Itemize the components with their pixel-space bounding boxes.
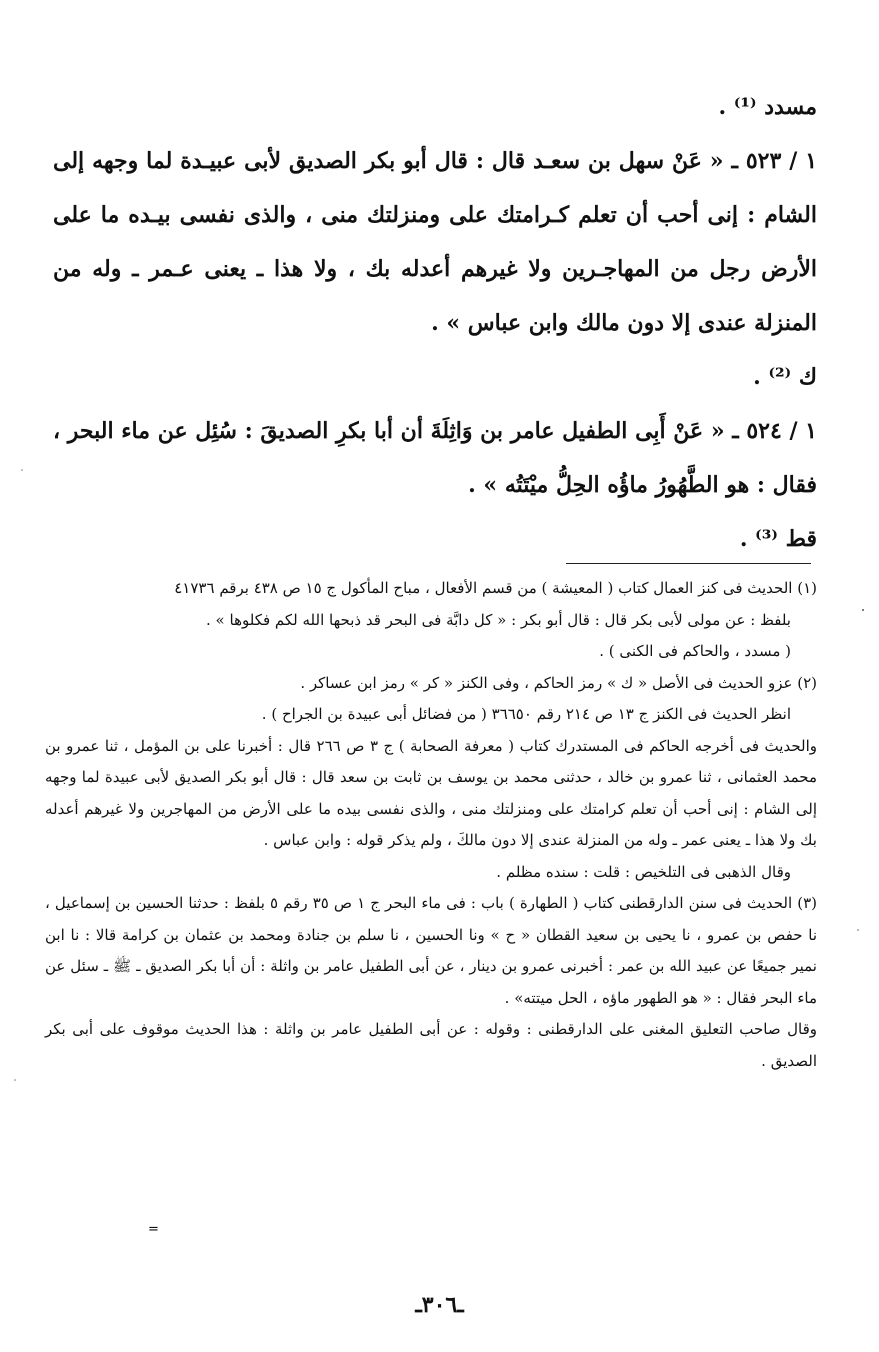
footnote-2: (٢) عزو الحديث فى الأصل « ك » رمز الحاكم ، وفى الكنز « كر » رمز ابن عساكر . — [300, 673, 817, 692]
hadith-523: ١ / ٥٢٣ ـ « عَنْ سهل بن سعـد قال : قال أبو بكر الصديق لأبى عبيـدة لما وجهه إلى الشام : إنى أحب أن تعلم كـرامتك على ومنزلتك منى ، والذى نفسى بيـده ما على الأرض رجل من المهاجـرين ولا غيرهم أعدله بك ، ولا هذا ـ يعنى عـمر ـ وله من المنزلة عندى إلا دون مالك وابن عباس » . — [53, 148, 818, 336]
footnote-2-mustadrak: والحديث فى أخرجه الحاكم فى المستدرك كتاب ( معرفة الصحابة ) ج ٣ ص ٢٦٦ قال : أخبرنا على بن المؤمل ، ثنا عمرو بن محمد العثمانى ، ثنا عمرو بن خالد ، حدثنى محمد بن يوسف بن ثابت بن سعد قال : قال أبو بكر الصديق لأبى عبيدة لما وجهه إلى الشام : إنى أحب أن تعلم كرامتك على ومنزلتك منى ، والذى نفسى بيده ما على الأرض من المهاجرين ولا غيرهم أعدله بك ولا هذا ـ يعنى عمر ـ وله من المنزلة عندى إلا دون مالكَ ، ولم يذكر قوله : وابن عباس . — [45, 736, 818, 849]
footnote-3-commentary: وقال صاحب التعليق المغنى على الدارقطنى : وقوله : عن أبى الطفيل عامر بن واثلة : هذا الحديث موقوف على أبى بكر الصديق . — [45, 1020, 817, 1070]
footnote-1: (١) الحديث فى كنز العمال كتاب ( المعيشة ) من قسم الأفعال ، مباح المأكول ج ١٥ ص ٤٣٨ برقم ٤١٧٣٦ — [174, 579, 817, 597]
source-reference-524: قط ⁽³⁾ . — [739, 526, 817, 552]
footnotes — [45, 573, 817, 1077]
source-reference-523: ك ⁽²⁾ . — [753, 364, 817, 390]
footnote-2-kanz: انظر الحديث فى الكنز ج ١٣ ص ٢١٤ رقم ٣٦٦٥٠ ( من فضائل أبى عبيدة بن الجراح ) . — [261, 705, 791, 723]
footnote-separator — [566, 563, 811, 564]
footnote-1-text: بلفظ : عن مولى لأبى بكر قال : قال أبو بكر : « كل دابَّة فى البحر قد ذبحها الله لكم فكلوها » . — [206, 610, 791, 629]
footnote-3: (٣) الحديث فى سنن الدارقطنى كتاب ( الطهارة ) باب : فى ماء البحر ج ١ ص ٣٥ رقم ٥ بلفظ : حدثنا الحسين بن إسماعيل ، نا حفص بن عمرو ، نا يحيى بن سعيد القطان « ح » ونا الحسين ، نا سلم بن جنادة ومحمد بن عثمان بن كرامة قالا : نا ابن نمير جميعًا عن عبيد الله بن عمر : أخبرنى عمرو بن دينار ، عن أبى الطفيل عامر بن واثلة : أن أبا بكر الصديق ـ ﷺ ـ سئل عن ماء البحر فقال : « هو الطهور ماؤه ، الحل ميتته» . — [45, 894, 818, 1007]
footnote-2-dhahabi: وقال الذهبى فى التلخيص : قلت : سنده مظلم . — [496, 862, 791, 881]
margin-mark: = — [148, 1222, 159, 1237]
main-text — [53, 80, 817, 566]
hadith-524: ١ / ٥٢٤ ـ « عَنْ أَبِى الطفيل عامر بن وَاثِلَةَ أن أبا بكرِ الصديقَ : سُئِل عن ماء البحر ، فقال : هو الطَّهُورُ ماؤُه الحِلُّ ميْتَتُه » . — [53, 418, 817, 498]
footnote-1-source: ( مسدد ، والحاكم فى الكنى ) . — [599, 642, 791, 660]
page-number: ـ٣٠٦ـ — [415, 1292, 464, 1318]
source-reference-top: مسدد ⁽¹⁾ . — [718, 94, 817, 120]
